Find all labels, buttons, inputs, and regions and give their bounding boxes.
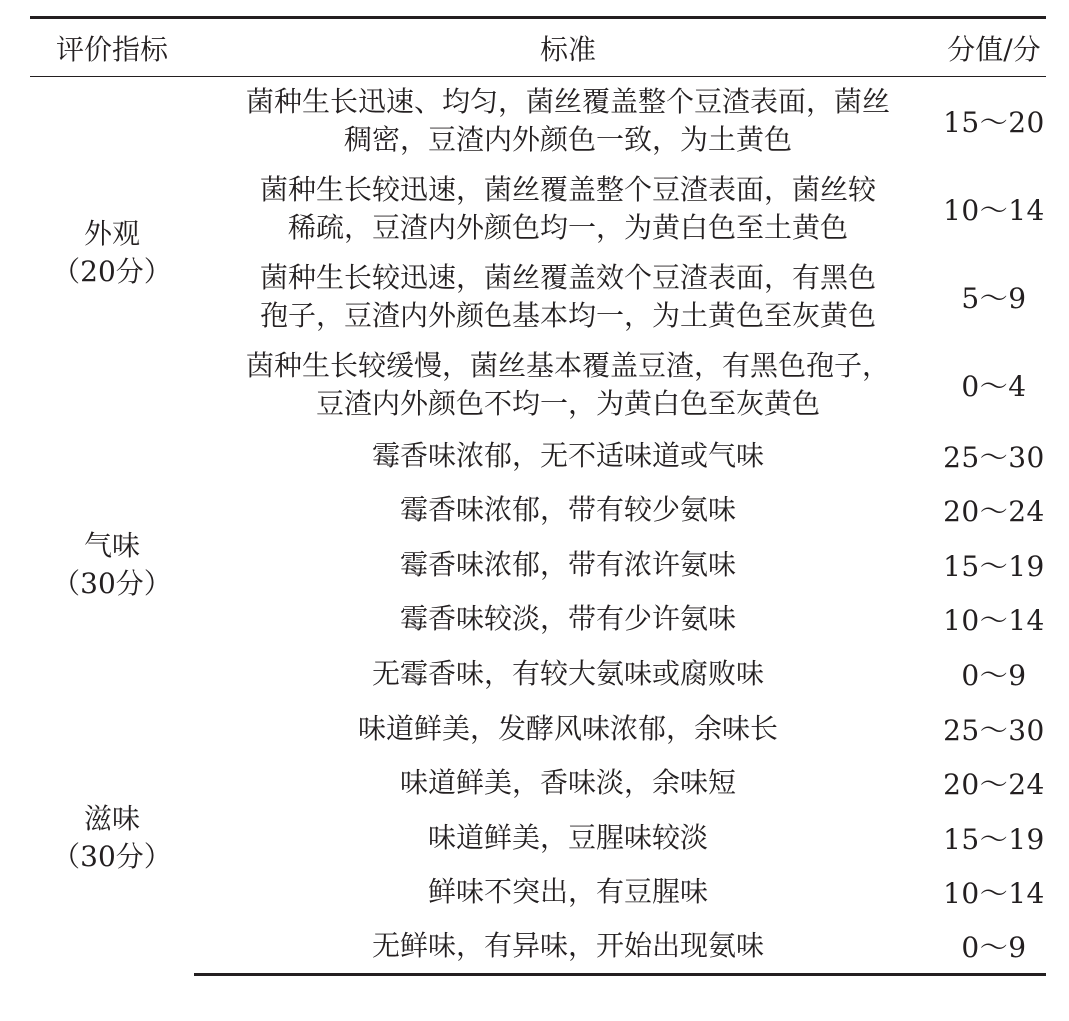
score-cell: 20～24 [943, 495, 1045, 529]
criterion-text-line: 菌种生长较迅速，菌丝覆盖效个豆渣表面，有黑色 [259, 260, 876, 294]
criterion-text-line: 菌种生长迅速、均匀，菌丝覆盖整个豆渣表面，菌丝 [245, 84, 890, 118]
score-cell: 15～20 [943, 105, 1045, 139]
header-indicator: 评价指标 [30, 18, 194, 77]
table-row [30, 701, 1046, 756]
evaluation-table-container [30, 16, 1046, 976]
criterion-text-line: 孢子，豆渣内外颜色基本均一，为土黄色至灰黄色 [259, 298, 876, 332]
criterion-text-line: 豆渣内外颜色不均一，为黄白色至灰黄色 [315, 386, 820, 420]
criterion-cell [194, 253, 942, 341]
indicator-label: 滋味 [83, 801, 140, 835]
criterion-cell [194, 810, 942, 865]
criterion-text-line: 菌种生长较迅速，菌丝覆盖整个豆渣表面，菌丝较 [259, 172, 876, 206]
score-cell: 15～19 [943, 549, 1045, 583]
score-cell: 20～24 [943, 768, 1045, 802]
criterion-text-line: 茵种生长较缓慢，菌丝基本覆盖豆渣，有黑色孢子， [245, 348, 890, 382]
table-body [30, 77, 1046, 975]
criterion-text-line: 霉香味浓郁，带有较少氨味 [399, 493, 736, 527]
criterion-text-line: 鲜味不突出，有豆腥味 [427, 875, 708, 909]
score-cell: 5～9 [961, 281, 1027, 315]
criterion-text-line: 稠密，豆渣内外颜色一致，为土黄色 [343, 122, 792, 156]
criterion-text-line: 味道鲜美，豆腥味较淡 [427, 820, 708, 854]
score-cell: 15～19 [943, 822, 1045, 856]
indicator-label: 气味 [83, 528, 140, 562]
indicator-cell [30, 429, 194, 702]
score-cell: 25～30 [943, 440, 1045, 474]
score-cell: 10～14 [943, 193, 1045, 227]
table-header-row [30, 18, 1046, 77]
score-cell: 10～14 [943, 604, 1045, 638]
table-row [30, 77, 1046, 165]
indicator-max-score: （30分） [52, 566, 172, 600]
criterion-cell [194, 756, 942, 811]
criterion-text-line: 稀疏，豆渣内外颜色均一，为黄白色至土黄色 [287, 210, 848, 244]
criterion-cell [194, 920, 942, 975]
criterion-cell [194, 701, 942, 756]
criterion-text-line: 霉香味浓郁，带有浓许氨味 [399, 547, 736, 581]
evaluation-table [30, 16, 1046, 976]
score-cell: 0～9 [942, 920, 1046, 975]
criterion-text-line: 霉香味较淡，带有少许氨味 [399, 602, 736, 636]
indicator-max-score: （30分） [52, 839, 172, 873]
criterion-cell [194, 165, 942, 253]
indicator-label: 外观 [83, 216, 140, 250]
header-criterion: 标准 [194, 18, 942, 77]
indicator-max-score: （20分） [52, 254, 172, 288]
criterion-cell [194, 341, 942, 429]
criterion-text-line: 霉香味浓郁，无不适味道或气味 [371, 438, 764, 472]
criterion-text-line: 无霉香味，有较大氨味或腐败味 [371, 657, 764, 691]
criterion-cell [194, 592, 942, 647]
indicator-cell [30, 77, 194, 429]
criterion-cell [194, 77, 942, 165]
score-cell: 0～9 [961, 659, 1027, 693]
score-cell: 10～14 [943, 877, 1045, 911]
criterion-cell [194, 865, 942, 920]
criterion-text-line: 味道鲜美，香味淡，余味短 [399, 766, 736, 800]
criterion-text-line: 无鲜味，有异味，开始出现氨味 [371, 929, 764, 963]
score-cell: 25～30 [943, 713, 1045, 747]
header-score: 分值/分 [942, 18, 1046, 77]
criterion-cell [194, 483, 942, 538]
criterion-text-line: 味道鲜美，发酵风味浓郁，余味长 [357, 711, 778, 745]
criterion-cell [194, 429, 942, 484]
score-cell: 0～4 [961, 369, 1027, 403]
criterion-cell [194, 538, 942, 593]
criterion-cell [194, 647, 942, 702]
table-row [30, 429, 1046, 484]
indicator-cell [30, 701, 194, 974]
